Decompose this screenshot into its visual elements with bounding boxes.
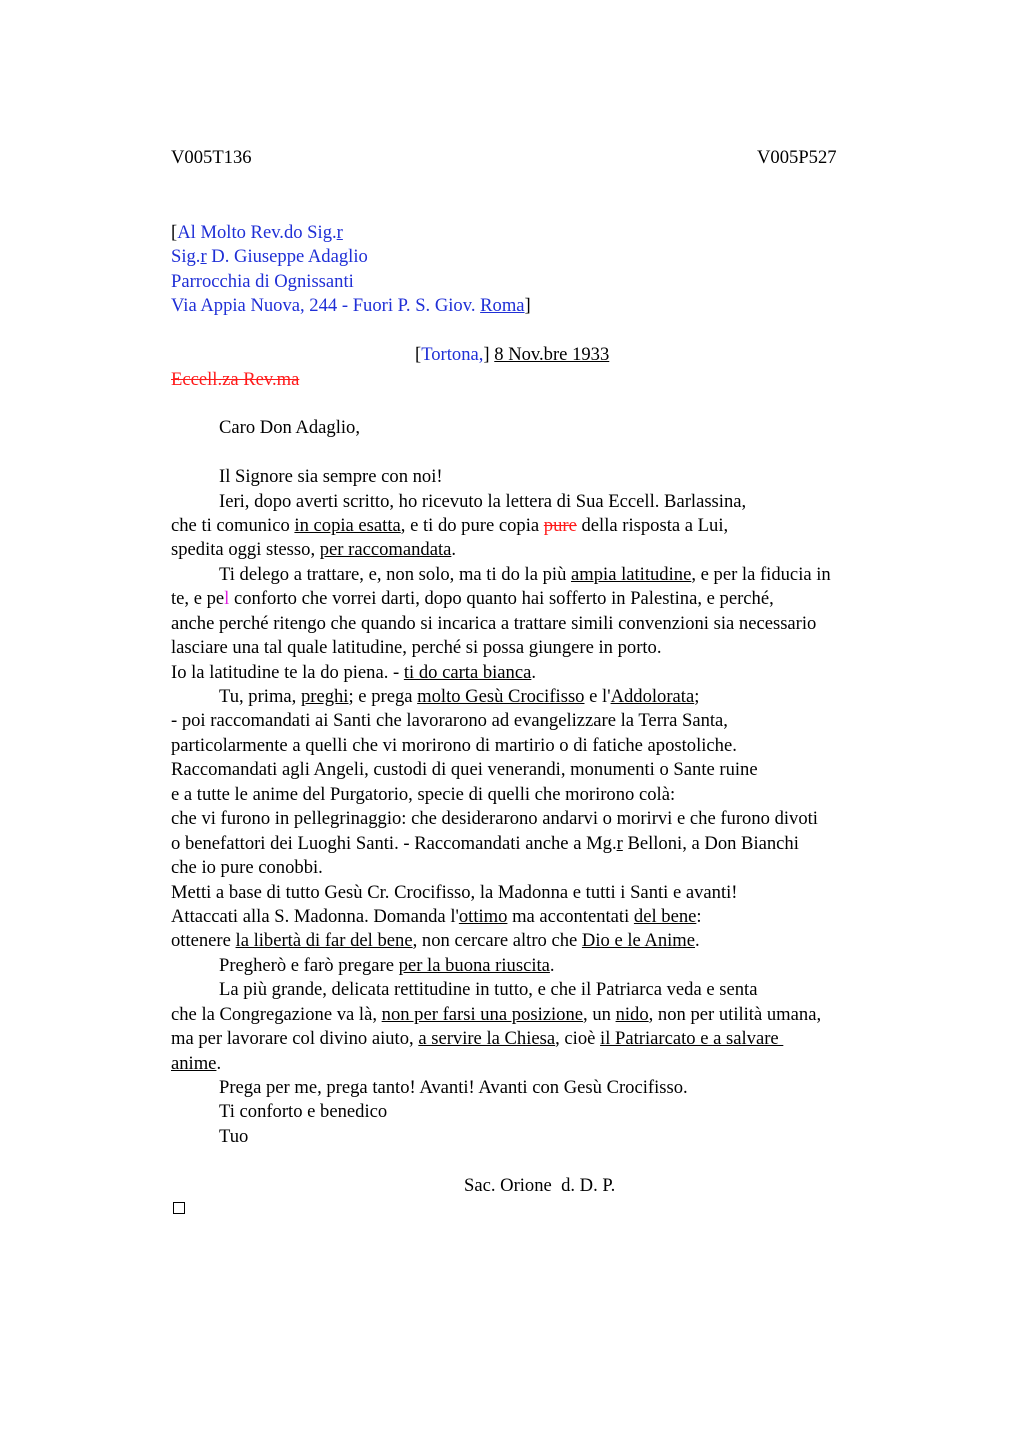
address-line-3: Parrocchia di Ognissanti xyxy=(171,271,354,292)
body-line: ottenere la libertà di far del bene, non cercare altro che Dio e le Anime. xyxy=(171,930,700,951)
salutation: Caro Don Adaglio, xyxy=(219,417,360,438)
body-line: Prega per me, prega tanto! Avanti! Avanti con Gesù Crocifisso. xyxy=(219,1077,688,1098)
body-line: Ieri, dopo averti scritto, ho ricevuto la lettera di Sua Eccell. Barlassina, xyxy=(219,491,747,512)
header-right-code: V005P527 xyxy=(757,147,837,168)
deleted-word: pure xyxy=(543,515,577,536)
body-line: o benefattori dei Luoghi Santi. - Raccomandati anche a Mg.r Belloni, a Don Bianchi xyxy=(171,833,799,854)
empty-square-icon xyxy=(173,1202,185,1214)
body-line: ma per lavorare col divino aiuto, a servire la Chiesa, cioè il Patriarcato e a salvare xyxy=(171,1028,784,1049)
body-line: Raccomandati agli Angeli, custodi di quei venerandi, monumenti o Sante ruine xyxy=(171,759,758,780)
body-line: te, e pel conforto che vorrei darti, dopo quanto hai sofferto in Palestina, e perché, xyxy=(171,588,774,609)
body-line: che io pure conobbi. xyxy=(171,857,323,878)
body-line: particolarmente a quelli che vi morirono di martirio o di fatiche apostoliche. xyxy=(171,735,737,756)
body-line: Ti delego a trattare, e, non solo, ma ti do la più ampia latitudine, e per la fiducia in xyxy=(219,564,831,585)
body-line: Tuo xyxy=(219,1126,249,1147)
body-line: Il Signore sia sempre con noi! xyxy=(219,466,443,487)
deleted-salutation: Eccell.za Rev.ma xyxy=(171,369,300,390)
body-line: lasciare una tal quale latitudine, perché si possa giungere in porto. xyxy=(171,637,662,658)
header-left-code: V005T136 xyxy=(171,147,252,168)
body-line: La più grande, delicata rettitudine in tutto, e che il Patriarca veda e senta xyxy=(219,979,758,1000)
body-line: anche perché ritengo che quando si incarica a trattare simili convenzioni sia necessario xyxy=(171,613,817,634)
body-line: che la Congregazione va là, non per farsi una posizione, un nido, non per utilità umana, xyxy=(171,1004,822,1025)
body-line: Attaccati alla S. Madonna. Domanda l'ottimo ma accontentati del bene: xyxy=(171,906,702,927)
body-line: che ti comunico in copia esatta, e ti do pure copia pure della risposta a Lui, xyxy=(171,515,729,536)
body-line: e a tutte le anime del Purgatorio, specie di quelli che morirono colà: xyxy=(171,784,676,805)
body-line: Ti conforto e benedico xyxy=(219,1101,388,1122)
body-line: anime. xyxy=(171,1053,222,1074)
inserted-letter: l xyxy=(224,588,230,609)
body-line: che vi furono in pellegrinaggio: che desiderarono andarvi o morirvi e che furono divoti xyxy=(171,808,818,829)
body-line: Pregherò e farò pregare per la buona riuscita. xyxy=(219,955,555,976)
address-line-1: [Al Molto Rev.do Sig.r xyxy=(171,222,343,243)
body-line: Tu, prima, preghi; e prega molto Gesù Crocifisso e l'Addolorata; xyxy=(219,686,700,707)
body-line: - poi raccomandati ai Santi che lavorarono ad evangelizzare la Terra Santa, xyxy=(171,710,728,731)
body-line: spedita oggi stesso, per raccomandata. xyxy=(171,539,457,560)
signature: Sac. Orione d. D. P. xyxy=(464,1175,616,1196)
body-line: Metti a base di tutto Gesù Cr. Crocifisso, la Madonna e tutti i Santi e avanti! xyxy=(171,882,738,903)
address-line-2: Sig.r D. Giuseppe Adaglio xyxy=(171,246,368,267)
body-line: Io la latitudine te la do piena. - ti do carta bianca. xyxy=(171,662,537,683)
dateline: [Tortona,] 8 Nov.bre 1933 xyxy=(415,344,610,365)
address-line-4: Via Appia Nuova, 244 - Fuori P. S. Giov. Roma] xyxy=(171,295,531,316)
